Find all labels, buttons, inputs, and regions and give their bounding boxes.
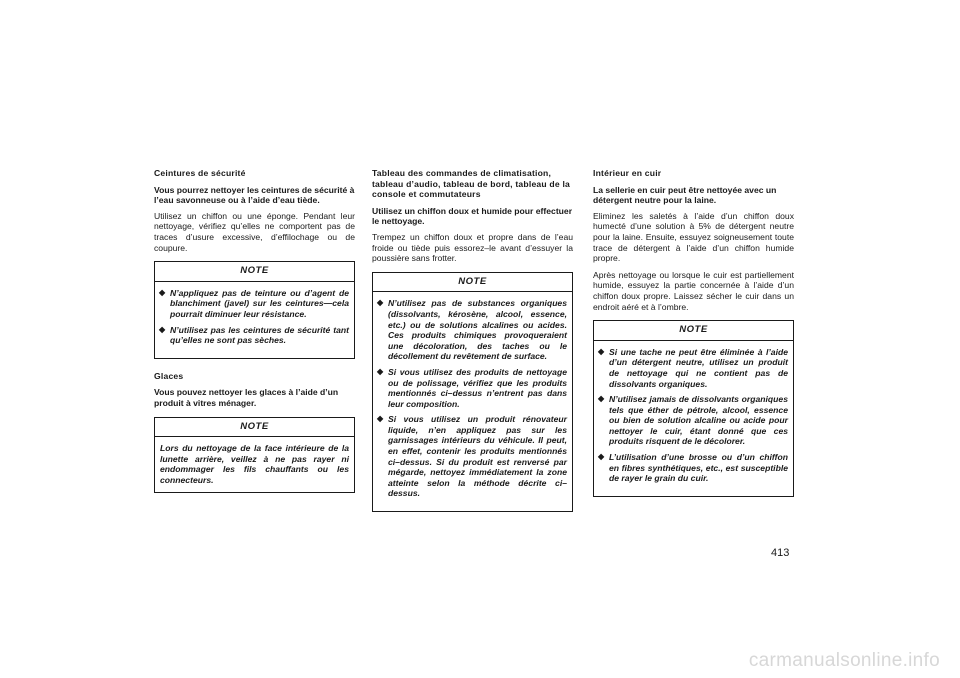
diamond-bullet-icon: ◆ [598, 394, 605, 404]
note-item [373, 367, 572, 409]
column-middle [372, 168, 573, 522]
note-item [373, 414, 572, 499]
heading-tableau: Tableau des commandes de climatisation, tableau d’audio, tableau de bord, tableau de la console et commutateurs [372, 168, 571, 200]
note-box-tableau [372, 272, 573, 512]
diamond-bullet-icon: ◆ [598, 346, 605, 356]
note-item-text: N’appliquez pas de teinture ou d’agent de blanchiment (javel) sur les ceintures—cela pourrait diminuer leur résistance. [170, 287, 349, 319]
note-item [155, 325, 354, 346]
body-cuir-1: Eliminez les saletés à l’aide d’un chiffon doux humecté d’une solution à 5% de détergent neutre pour la laine. Ensuite, essuyez soigneusement toute trace de détergent à l’aide d’un chiffon humide propre. [593, 210, 794, 264]
note-item-text: N’utilisez jamais de dissolvants organiques tels que éther de pétrole, alcool, essence ou bien de solution alcaline ou acide pour nettoyer le cuir, étant donné que ces produits risquent de le décolorer. [609, 394, 788, 447]
note-title: NOTE [373, 273, 572, 293]
note-title: NOTE [594, 321, 793, 341]
note-item-text: N’utilisez pas les ceintures de sécurité tant qu’elles ne sont pas sèches. [170, 324, 349, 346]
body-tableau: Trempez un chiffon doux et propre dans de l’eau froide ou tiède puis essorez–le avant d’essuyer la poussière sans frotter. [372, 231, 573, 264]
diamond-bullet-icon: ◆ [377, 414, 384, 424]
heading-ceintures: Ceintures de sécurité [154, 168, 246, 178]
note-item [594, 452, 793, 484]
note-title: NOTE [155, 262, 354, 282]
note-item [373, 298, 572, 362]
body-ceintures: Utilisez un chiffon ou une éponge. Pendant leur nettoyage, vérifiez qu’elles ne comportent pas de traces d’usure excessive, d’effilochage ou de coupure. [154, 210, 355, 253]
subheading-tableau: Utilisez un chiffon doux et humide pour effectuer le nettoyage. [372, 205, 573, 227]
note-item-text: L’utilisation d’une brosse ou d’un chiffon en fibres synthétiques, etc., est susceptible de rayer le grain du cuir. [609, 452, 788, 484]
note-box-cuir [593, 320, 794, 497]
diamond-bullet-icon: ◆ [159, 287, 166, 297]
note-item [594, 394, 793, 447]
note-box-ceintures [154, 261, 355, 359]
diamond-bullet-icon: ◆ [598, 452, 605, 462]
page-number: 413 [771, 547, 790, 559]
diamond-bullet-icon: ◆ [377, 298, 384, 308]
diamond-bullet-icon: ◆ [159, 324, 166, 334]
note-item [594, 347, 793, 389]
heading-glaces: Glaces [154, 370, 184, 381]
subheading-cuir: La sellerie en cuir peut être nettoyée avec un détergent neutre pour la laine. [593, 184, 777, 206]
heading-cuir: Intérieur en cuir [593, 168, 662, 178]
column-left [154, 168, 355, 503]
note-item-text: Si une tache ne peut être éliminée à l’aide d’un détergent neutre, utilisez un produit de nettoyage qui ne contient pas de dissolvants organiques. [609, 346, 788, 389]
note-item [155, 288, 354, 320]
watermark: carmanualsonline.info [748, 650, 940, 671]
note-title: NOTE [155, 418, 354, 438]
column-right [593, 168, 794, 507]
note-item-text: Si vous utilisez un produit rénovateur liquide, n’en appliquez pas sur les garnissages intérieurs du véhicule. Il peut, en effet, contenir les produits mentionnés ci–dessus. Si du produit est renversé par mégarde, nettoyez immédiatement la zone atteinte selon la méthode décrite ci–dessus. [388, 414, 567, 499]
subheading-glaces: Vous pouvez nettoyer les glaces à l’aide d’un produit à vitres ménager. [154, 387, 339, 408]
subheading-ceintures: Vous pourrez nettoyer les ceintures de sécurité à l’eau savonneuse ou à l’aide d’eau tiède. [154, 184, 355, 206]
note-text: Lors du nettoyage de la face intérieure de la lunette arrière, veillez à ne pas rayer ni endommager les fils chauffants ou les connecteurs. [160, 443, 349, 485]
note-box-glaces [154, 417, 355, 494]
note-item-text: Si vous utilisez des produits de nettoyage ou de polissage, vérifiez que les produits mentionnés ci–dessus n’entrent pas dans leur composition. [388, 366, 567, 409]
note-item-text: N’utilisez pas de substances organiques (dissolvants, kérosène, alcool, essence, etc.) ou de solutions alcalines ou acides. Ces produits chimiques provoqueraient une décoloration, des taches ou le décollement du revêtement de surface. [388, 298, 567, 362]
diamond-bullet-icon: ◆ [377, 366, 384, 376]
body-cuir-2: Après nettoyage ou lorsque le cuir est partiellement humide, essuyez la partie concernée à l’aide d’un chiffon doux propre. Laissez sécher le cuir dans un endroit aéré et à l’ombre. [593, 269, 794, 312]
